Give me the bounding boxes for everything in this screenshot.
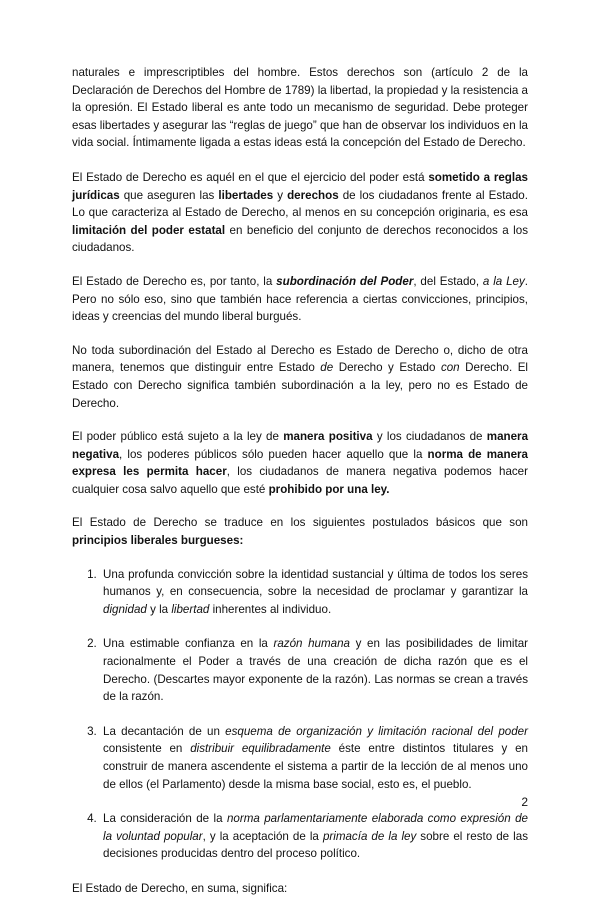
paragraph-text: inherentes al individuo.	[209, 602, 332, 616]
bold-text: norma de manera expresa les permita hacer	[72, 447, 528, 479]
paragraph-poder-publico	[72, 428, 528, 498]
paragraph-text: No toda subordinación del Estado al Derecho es Estado de Derecho o, dicho de otra manera, tenemos que distinguir entre Estado	[72, 343, 528, 375]
paragraph-text: y en las posibilidades de limitar racionalmente el Poder a través de una creación de dicha razón que es el Derecho. (Descartes mayor exponente de la razón). Las normas se crean a través de la razón.	[103, 637, 529, 704]
bold-italic-text: subordinación del Poder	[276, 274, 414, 288]
paragraph-text: , los poderes públicos sólo pueden hacer aquello que la	[119, 447, 428, 461]
paragraph-text: Derecho y Estado	[333, 361, 441, 375]
document-page	[72, 64, 528, 914]
paragraph-text: El Estado de Derecho es, por tanto, la	[72, 274, 277, 288]
bold-text: manera positiva	[283, 430, 373, 444]
italic-text: norma parlamentariamente elaborada como expresión de la voluntad popular	[103, 812, 528, 843]
paragraph-text: de los ciudadanos frente al Estado. Lo que caracteriza al Estado de Derecho, al menos en su concepción originaria, es esa	[72, 188, 528, 220]
paragraph-text: El Estado de Derecho es aquél en el que el ejercicio del poder está	[72, 170, 429, 184]
list-item	[100, 566, 528, 619]
paragraph-text: consistente en	[103, 742, 191, 756]
bold-text: derechos	[287, 188, 339, 202]
bold-text: libertades	[218, 188, 274, 202]
list-item	[100, 723, 528, 793]
paragraph-text: , y la aceptación de la	[202, 829, 323, 843]
paragraph-text: La consideración de la	[103, 812, 227, 826]
italic-text: distribuir equilibradamente	[190, 742, 331, 756]
paragraph-text: El poder público está sujeto a la ley de	[72, 430, 284, 444]
bold-text: prohibido por una ley.	[268, 482, 390, 496]
italic-text: esquema de organización y limitación racional del poder	[225, 724, 528, 738]
paragraph-estado-con-derecho	[72, 342, 528, 412]
italic-text: razón humana	[273, 637, 350, 651]
paragraph-text: naturales e imprescriptibles del hombre. Estos derechos son (artículo 2 de la Declaración de Derechos del Hombre de 1789) la libertad, la propiedad y la resistencia a la opresión. El Estado liberal es ante todo un mecanismo de seguridad. Debe proteger esas libertades y asegurar las “reglas de juego” que han de observar los individuos en la vida social. Íntimamente ligada a estas ideas está la concepción del Estado de Derecho.	[72, 66, 528, 150]
paragraph-text: La decantación de un	[103, 724, 226, 738]
paragraph-definicion-estado-derecho	[72, 169, 528, 257]
paragraph-en-suma	[72, 880, 528, 898]
page-number: 2	[521, 795, 528, 809]
list-item	[100, 635, 528, 705]
paragraph-text: , del Estado,	[413, 274, 483, 288]
postulados-list	[72, 566, 528, 863]
paragraph-text: éste entre distintos titulares y en construir de manera ascendente el sistema a partir de la lección de al menos uno de ellos (el Parlamento) desde la misma base social, esto es, el pueblo.	[103, 742, 528, 791]
paragraph-subordinacion	[72, 273, 528, 326]
paragraph-text: y	[273, 188, 288, 202]
italic-text: a la Ley	[482, 274, 525, 288]
paragraph-text: El Estado de Derecho se traduce en los siguientes postulados básicos que son	[72, 516, 528, 530]
paragraph-text: , los ciudadanos de manera negativa podemos hacer cualquier cosa salvo aquello que esté	[72, 465, 528, 496]
italic-text: de	[320, 361, 334, 375]
italic-text: libertad	[171, 602, 210, 616]
italic-text: primacía de la ley	[322, 829, 417, 843]
bold-text: limitación del poder estatal	[72, 223, 226, 237]
bold-text: manera negativa	[72, 430, 529, 461]
paragraph-text: Una profunda convicción sobre la identidad sustancial y última de todos los seres humanos y, en consecuencia, sobre la necesidad de proclamar y garantizar la	[103, 567, 528, 599]
paragraph-text: que aseguren las	[119, 188, 219, 202]
list-item	[100, 810, 528, 863]
paragraph-text: Una estimable confianza en la	[103, 637, 274, 651]
paragraph-derechos-naturales	[72, 64, 528, 152]
paragraph-text: . Pero no sólo eso, sino que también hace referencia a ciertas convicciones, principios, ideas y creencias del mundo liberal burgués.	[72, 274, 529, 324]
paragraph-text: Derecho. El Estado con Derecho significa también subordinación a la ley, pero no es Estado de Derecho.	[72, 361, 528, 410]
paragraph-postulados-intro	[72, 514, 528, 549]
paragraph-text: en beneficio del conjunto de derechos reconocidos a los ciudadanos.	[72, 223, 528, 255]
paragraph-text: y los ciudadanos de	[372, 430, 487, 444]
paragraph-text: sobre el resto de las decisiones producidas dentro del proceso político.	[103, 829, 528, 861]
paragraph-text: El Estado de Derecho, en suma, significa:	[72, 881, 288, 895]
bold-text: sometido a reglas jurídicas	[72, 170, 528, 202]
italic-text: con	[440, 361, 460, 375]
italic-text: dignidad	[103, 602, 147, 616]
paragraph-text: y la	[146, 602, 172, 616]
bold-text: principios liberales burgueses:	[72, 534, 244, 548]
